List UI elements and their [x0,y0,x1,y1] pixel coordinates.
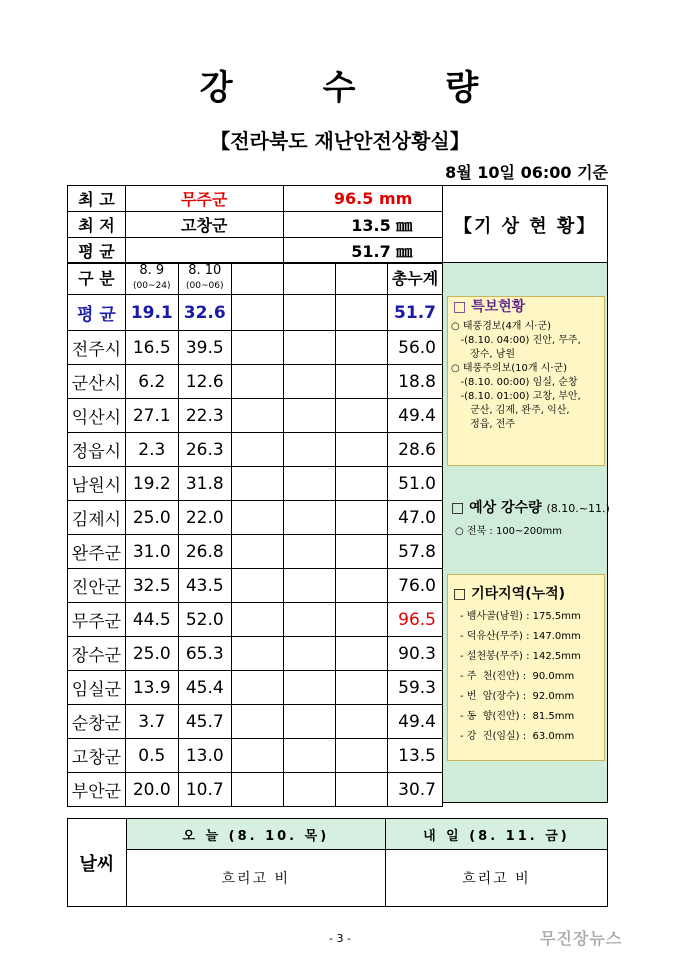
special-report-line: -(8.10. 01:00) 고창, 부안, [451,391,581,402]
col1-header [125,263,178,295]
total-header: 총누계 [388,263,443,295]
table-row [68,671,443,705]
region-name: 무주군 [68,603,126,637]
rain-d2: 65.3 [178,637,231,671]
empty-cell [336,603,388,637]
rain-d1: 2.3 [125,433,178,467]
region-name: 군산시 [68,365,126,399]
avg-region-empty [125,238,283,264]
rain-d1: 20.0 [125,773,178,807]
col1-date: 8. 9 [139,263,165,278]
rain-d2: 12.6 [178,365,231,399]
rain-d1: 0.5 [125,739,178,773]
max-region: 무주군 [125,186,283,212]
empty-cell [336,739,388,773]
empty-cell [231,705,284,739]
table-row [68,331,443,365]
region-name: 남원시 [68,467,126,501]
special-report-line: -(8.10. 00:00) 임실, 순창 [451,377,578,388]
rain-total: 96.5 [388,603,443,637]
rain-total: 76.0 [388,569,443,603]
region-name: 고창군 [68,739,126,773]
empty-cell [231,773,284,807]
region-name: 익산시 [68,399,126,433]
empty-cell [284,295,336,331]
rain-d1: 3.7 [125,705,178,739]
avg-value: 51.7 ㎜ [283,238,443,264]
forecast-title [451,497,610,517]
empty-cell [284,399,336,433]
special-report-line: 군산, 김제, 완주, 익산, [451,405,570,416]
rain-total: 13.5 [388,739,443,773]
empty-cell [231,467,284,501]
empty-cell [231,637,284,671]
table-row [68,637,443,671]
region-name: 순창군 [68,705,126,739]
avg-row-d2: 32.6 [178,295,231,331]
rain-total: 51.0 [388,467,443,501]
rain-d1: 25.0 [125,501,178,535]
rain-d1: 6.2 [125,365,178,399]
rain-total: 30.7 [388,773,443,807]
col1-range: (00~24) [133,281,171,291]
rain-d2: 10.7 [178,773,231,807]
empty-col-header [231,263,284,295]
region-name: 전주시 [68,331,126,365]
rain-d1: 32.5 [125,569,178,603]
tomorrow-weather: 흐리고 비 [385,850,607,907]
region-name: 임실군 [68,671,126,705]
forecast-value: ○ 전북 : 100~200mm [455,526,562,537]
rain-d2: 22.3 [178,399,231,433]
rain-d1: 27.1 [125,399,178,433]
today-header: 오 늘 (8. 10. 목) [126,819,385,850]
table-row [68,603,443,637]
min-value: 13.5 ㎜ [283,212,443,238]
region-name: 완주군 [68,535,126,569]
empty-cell [336,295,388,331]
empty-cell [336,705,388,739]
other-area-item: - 동 향(진안) : 81.5mm [460,711,575,722]
other-area-item: - 주 천(진안) : 90.0mm [460,671,575,682]
empty-cell [336,569,388,603]
region-name: 부안군 [68,773,126,807]
forecast-range: (8.10.~11.) [546,502,610,515]
empty-cell [231,671,284,705]
rain-total: 59.3 [388,671,443,705]
empty-cell [336,331,388,365]
special-report-line: 장수, 남원 [451,349,516,360]
table-row [68,399,443,433]
empty-cell [336,365,388,399]
rain-d2: 43.5 [178,569,231,603]
empty-cell [231,295,284,331]
empty-cell [336,637,388,671]
empty-cell [336,433,388,467]
other-area-item: - 번 암(장수) : 92.0mm [460,691,575,702]
rain-d2: 26.8 [178,535,231,569]
today-weather: 흐리고 비 [126,850,385,907]
rain-total: 18.8 [388,365,443,399]
empty-cell [231,433,284,467]
empty-col-header [336,263,388,295]
other-areas-box [447,574,605,761]
rainfall-table [67,262,443,807]
avg-row-d1: 19.1 [125,295,178,331]
empty-cell [284,467,336,501]
summary-table [67,185,608,264]
rain-total: 47.0 [388,501,443,535]
page-number: - 3 - [329,932,351,945]
min-label: 최 저 [68,212,126,238]
other-area-item: - 강 진(임실) : 63.0mm [460,731,575,742]
empty-cell [336,671,388,705]
avg-row-total: 51.7 [388,295,443,331]
title-char-2: 수 [322,68,358,108]
table-row [68,569,443,603]
rain-total: 56.0 [388,331,443,365]
table-row [68,501,443,535]
org-heading: 【전라북도 재난안전상황실】 [210,129,470,153]
rain-d2: 45.7 [178,705,231,739]
avg-label: 평 균 [68,238,126,264]
title-char-3: 량 [445,68,481,108]
region-name: 장수군 [68,637,126,671]
empty-cell [336,501,388,535]
watermark-logo: 무진장뉴스 [540,929,623,948]
rain-d2: 45.4 [178,671,231,705]
empty-cell [284,773,336,807]
rain-total: 49.4 [388,399,443,433]
special-report-line: ○ 태풍주의보(10개 시·군) [451,363,568,374]
empty-cell [231,603,284,637]
special-report-line: ○ 태풍경보(4개 시·군) [451,321,552,332]
rain-d1: 19.2 [125,467,178,501]
rain-d2: 13.0 [178,739,231,773]
rain-d2: 26.3 [178,433,231,467]
special-report-title: □ 특보현황 [453,299,526,315]
rain-total: 28.6 [388,433,443,467]
empty-cell [284,739,336,773]
rain-d1: 13.9 [125,671,178,705]
region-name: 정읍시 [68,433,126,467]
page-title [0,60,680,109]
rain-d2: 22.0 [178,501,231,535]
rain-d2: 52.0 [178,603,231,637]
empty-cell [336,773,388,807]
col2-header [178,263,231,295]
empty-cell [231,365,284,399]
avg-row-name: 평 균 [68,295,126,331]
special-report-line: 정읍, 전주 [451,419,516,430]
region-name: 진안군 [68,569,126,603]
empty-cell [231,739,284,773]
empty-cell [231,501,284,535]
empty-cell [231,569,284,603]
title-char-1: 강 [199,68,235,108]
empty-col-header [284,263,336,295]
empty-cell [284,637,336,671]
table-row [68,739,443,773]
empty-cell [336,535,388,569]
weather-table [67,818,608,907]
rain-total: 57.8 [388,535,443,569]
empty-cell [284,365,336,399]
empty-cell [231,331,284,365]
col2-range: (00~06) [186,281,224,291]
rain-d2: 31.8 [178,467,231,501]
table-row [68,433,443,467]
empty-cell [336,467,388,501]
weather-label: 날씨 [68,819,127,907]
empty-cell [284,501,336,535]
category-header: 구 분 [68,263,126,295]
min-region: 고창군 [125,212,283,238]
rain-total: 49.4 [388,705,443,739]
region-name: 김제시 [68,501,126,535]
tomorrow-header: 내 일 (8. 11. 금) [385,819,607,850]
other-area-item: - 설천봉(무주) : 142.5mm [460,651,581,662]
empty-cell [284,433,336,467]
empty-cell [231,399,284,433]
empty-cell [284,535,336,569]
rain-d1: 25.0 [125,637,178,671]
forecast-title-text: □ 예상 강수량 [451,500,542,516]
table-row [68,535,443,569]
empty-cell [284,603,336,637]
table-row [68,705,443,739]
table-row [68,773,443,807]
empty-cell [336,399,388,433]
max-label: 최 고 [68,186,126,212]
other-areas-title: □ 기타지역(누적) [453,586,566,602]
empty-cell [284,671,336,705]
rain-d1: 44.5 [125,603,178,637]
rain-d1: 16.5 [125,331,178,365]
special-report-line: -(8.10. 04:00) 진안, 무주, [451,335,581,346]
col2-date: 8. 10 [188,263,222,278]
special-report-box [447,296,605,466]
max-value: 96.5 mm [283,186,443,212]
other-area-item: - 덕유산(무주) : 147.0mm [460,631,581,642]
empty-cell [284,331,336,365]
empty-cell [284,569,336,603]
rain-d1: 31.0 [125,535,178,569]
rain-d2: 39.5 [178,331,231,365]
empty-cell [284,705,336,739]
rain-total: 90.3 [388,637,443,671]
weather-status-heading: 【기 상 현 황】 [443,186,608,264]
empty-cell [231,535,284,569]
other-area-item: - 뱀사골(남원) : 175.5mm [460,611,581,622]
base-time: 8월 10일 06:00 기준 [445,163,608,182]
table-row [68,467,443,501]
table-row [68,365,443,399]
